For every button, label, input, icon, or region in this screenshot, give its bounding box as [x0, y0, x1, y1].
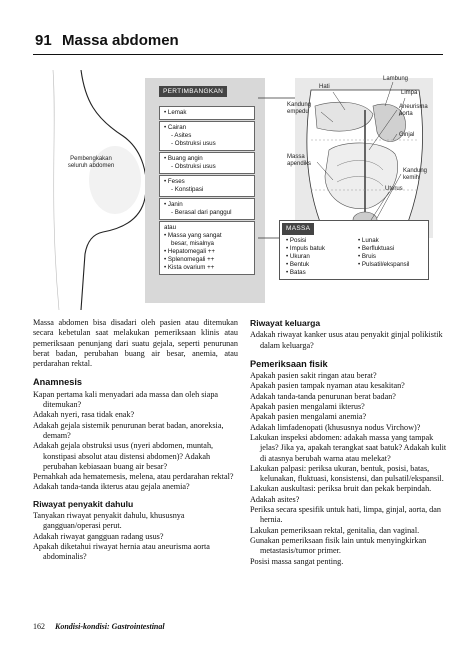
massa-box: [279, 220, 429, 280]
massa-feature: • Ukuran: [286, 253, 325, 261]
consideration-item: - Konstipasi: [171, 186, 204, 193]
label-hati: Hati: [319, 84, 330, 90]
label-kandung-empedu: Kandung empedu: [287, 102, 312, 115]
consideration-item: besar, misalnya: [171, 240, 214, 247]
footer: [33, 622, 165, 631]
consideration-box: [159, 152, 255, 174]
chapter-title: Massa abdomen: [62, 32, 179, 49]
page-number: 162: [33, 622, 45, 631]
consideration-item: • Kista ovarium ++: [164, 264, 215, 271]
massa-right-list: [358, 237, 409, 269]
past-history-list: [33, 511, 238, 562]
header-rule: [33, 54, 443, 55]
consideration-item: - Obstruksi usus: [171, 140, 216, 147]
anamnesis-question: Pernahkah ada hematemesis, melena, atau perdarahan rektal?: [33, 472, 234, 482]
physical-exam-item: Lakukan palpasi: periksa ukuran, bentuk, posisi, batas, kelunakan, fluktuasi, konsistensi, dan pulsatil/ekspansil.: [250, 463, 444, 484]
consideration-box: [159, 121, 255, 151]
massa-title: MASSA: [282, 223, 314, 235]
massa-feature: • Impuls batuk: [286, 245, 325, 253]
physical-exam-item: Adakah limfadenopati (khususnya nodus Virchow)?: [250, 422, 421, 432]
consideration-item: • Janin: [164, 201, 183, 208]
figure: [33, 70, 443, 310]
family-history-question: Adakah riwayat kanker usus atau penyakit ginjal polikistik dalam keluarga?: [250, 330, 443, 350]
physical-exam-list: [250, 371, 450, 567]
anamnesis-question: Adakah gejala sistemik penurunan berat badan, anoreksia, demam?: [33, 420, 224, 440]
label-kandung-kemih: Kandung kemih: [403, 168, 428, 181]
anamnesis-question: Adakah gejala obstruksi usus (nyeri abdomen, muntah, konstipasi absolut atau distensi abdomen)? Adakah perubahan kebiasaan buang air besar?: [33, 441, 214, 471]
anamnesis-question: Adakah tanda-tanda ikterus atau gejala anemia?: [33, 482, 190, 492]
consideration-item: - Obstruksi usus: [171, 163, 216, 170]
considerations-title: PERTIMBANGKAN: [159, 86, 227, 97]
massa-feature: • Bruis: [358, 253, 409, 261]
consideration-item: - Berasal dari panggul: [171, 209, 232, 216]
chapter-number: 91: [35, 32, 52, 49]
consideration-item: • Buang angin: [164, 155, 203, 162]
physical-exam-item: Apakah pasien sakit ringan atau berat?: [250, 371, 377, 381]
massa-feature: • Lunak: [358, 237, 409, 245]
past-history-question: Tanyakan riwayat penyakit dahulu, khususnya gangguan/operasi perut.: [33, 511, 185, 531]
label-massa-apendiks: Massa apendiks: [287, 154, 312, 167]
massa-feature: • Batas: [286, 269, 325, 277]
consideration-item: atau: [164, 224, 177, 231]
consideration-item: • Hepatomegali ++: [164, 248, 216, 255]
anamnesis-question: Kapan pertama kali menyadari ada massa dan oleh siapa ditemukan?: [33, 389, 219, 410]
consideration-item: • Feses: [164, 178, 185, 185]
massa-feature: • Bentuk: [286, 261, 325, 269]
physical-exam-item: Lakukan inspeksi abdomen: adakah massa yang tampak jelas? Jika ya, apakah terangkat saat batuk? Adakah kulit di atasnya berubah warna atau melekat?: [250, 432, 447, 463]
footer-text: Kondisi-kondisi: Gastrointestinal: [55, 622, 165, 631]
physical-exam-item: Apakah pasien mengalami ikterus?: [250, 402, 365, 412]
physical-exam-item: Adakah asites?: [250, 494, 300, 504]
anamnesis-question: Adakah nyeri, rasa tidak enak?: [33, 410, 135, 420]
label-lambung: Lambung: [383, 76, 409, 82]
past-history-heading: Riwayat penyakit dahulu: [33, 498, 134, 509]
label-ginjal: Ginjal: [399, 132, 415, 138]
physical-exam-item: Lakukan pemeriksaan rektal, genitalia, dan vaginal.: [250, 525, 420, 535]
consideration-item: • Cairan: [164, 124, 187, 131]
consideration-box: [159, 221, 255, 275]
family-history-heading: Riwayat keluarga: [250, 318, 321, 328]
physical-exam-item: Adakah tanda-tanda penurunan berat badan?: [250, 391, 396, 401]
physical-exam-item: Apakah pasien mengalami anemia?: [250, 412, 367, 422]
right-column: [250, 318, 450, 567]
massa-left-list: [286, 237, 325, 277]
past-history-question: Apakah diketahui riwayat hernia atau aneurisma aorta abdominalis?: [33, 541, 210, 562]
physical-exam-item: Posisi massa sangat penting.: [250, 556, 344, 566]
left-column: [33, 318, 238, 563]
consideration-item: - Asites: [171, 132, 192, 139]
physical-exam-item: Periksa secara spesifik untuk hati, limpa, ginjal, aorta, dan hernia.: [250, 505, 441, 525]
consideration-item: • Splenomegali ++: [164, 256, 215, 263]
past-history-question: Adakah riwayat gangguan radang usus?: [33, 531, 164, 541]
consideration-box: [159, 106, 255, 120]
physical-exam-item: Apakah pasien tampak nyaman atau kesakitan?: [250, 381, 405, 391]
physical-exam-heading: Pemeriksaan fisik: [250, 358, 328, 369]
label-uterus: Uterus: [385, 186, 403, 192]
physical-exam-item: Gunakan pemeriksaan fisik lain untuk menyingkirkan metastasis/tumor primer.: [250, 535, 427, 556]
anamnesis-heading: Anamnesis: [33, 377, 83, 388]
label-limpa: Limpa: [401, 90, 418, 96]
consideration-item: • Lemak: [164, 109, 187, 116]
consideration-box: [159, 198, 255, 220]
physical-exam-item: Lakukan auskultasi: periksa bruit dan pekak berpindah.: [250, 484, 432, 494]
consideration-box: [159, 175, 255, 197]
massa-feature: • Posisi: [286, 237, 325, 245]
consideration-item: • Massa yang sangat: [164, 232, 222, 239]
massa-feature: • Pulsatil/ekspansil: [358, 261, 409, 269]
side-label: Pembengkakan seluruh abdomen: [67, 156, 115, 169]
intro-paragraph: Massa abdomen bisa disadari oleh pasien atau ditemukan secara kebetulan saat melakukan pemeriksaan klinis atau pemeriksaan penunjang dari suatu gejala, seperti penurunan berat badan, perubahan buang air besar, anemia, atau perdarahan rektal.: [33, 318, 238, 369]
anamnesis-list: [33, 390, 238, 493]
family-history-list: [250, 330, 450, 351]
label-aneurisma: Aneurisma aorta: [399, 104, 428, 117]
massa-feature: • Berfluktuasi: [358, 245, 409, 253]
